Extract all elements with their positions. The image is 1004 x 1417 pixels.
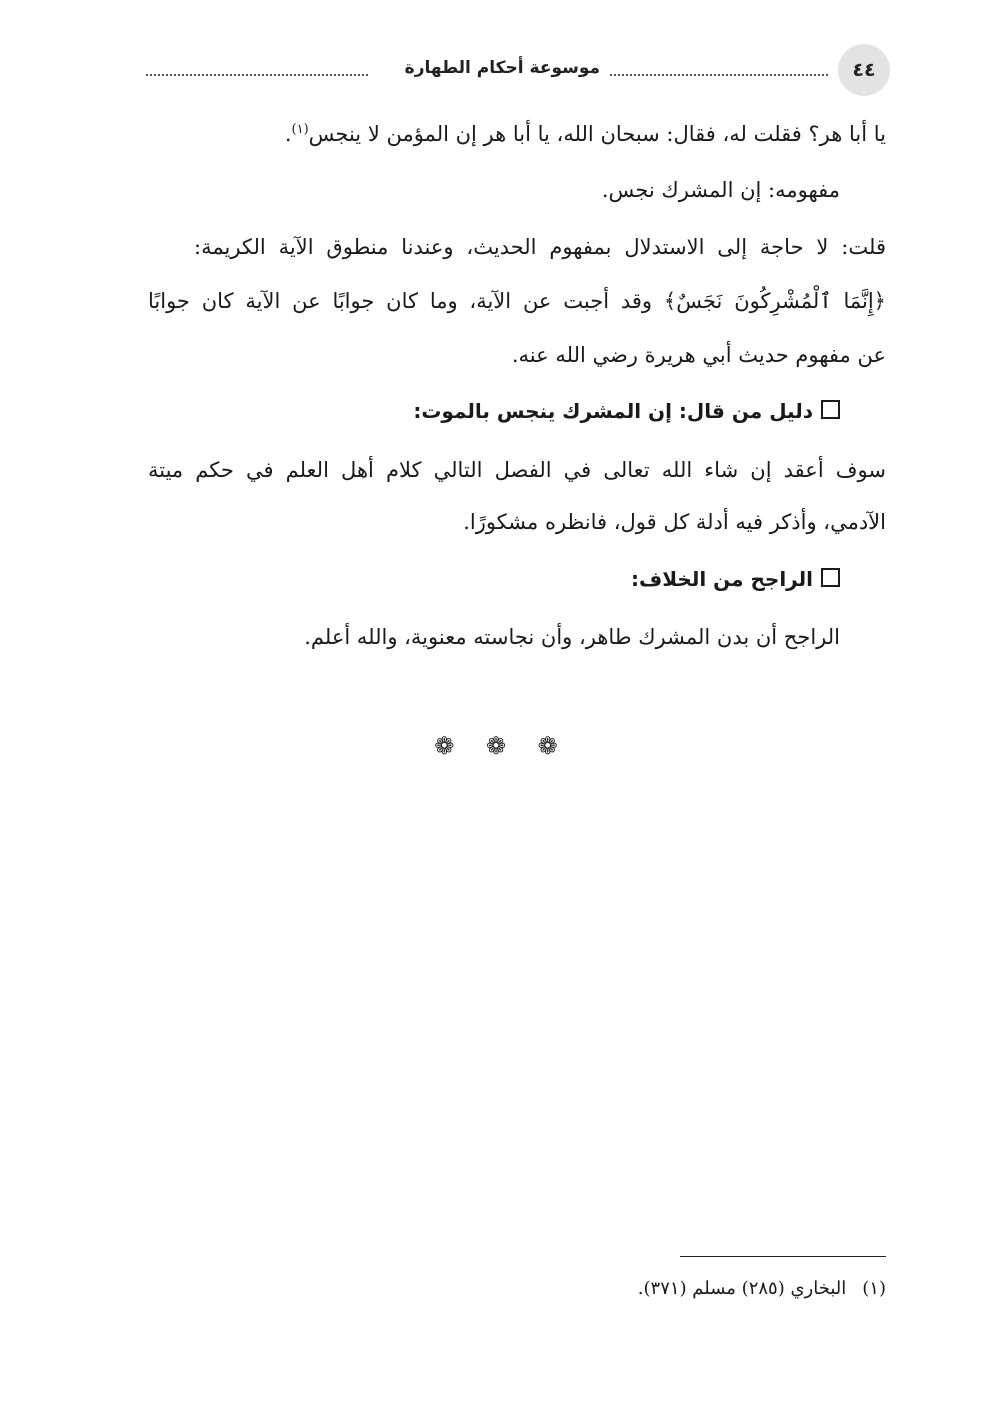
footnote bbox=[638, 1278, 886, 1299]
header-dotted-rule-left bbox=[146, 74, 368, 76]
page-number-badge: ٤٤ bbox=[838, 44, 890, 96]
footnote-number: (١) bbox=[862, 1278, 886, 1299]
section-end-ornaments: ❁ ❁ ❁ bbox=[434, 732, 570, 760]
line-1-end: . bbox=[284, 122, 292, 146]
paragraph-line-3: قلت: لا حاجة إلى الاستدلال بمفهوم الحديث، وعندنا منطوق الآية الكريمة: bbox=[194, 235, 886, 259]
book-title: موسوعة أحكام الطهارة bbox=[404, 58, 600, 78]
heading-2-text: الراجح من الخلاف: bbox=[631, 567, 813, 591]
footnote-separator bbox=[680, 1256, 886, 1257]
footnote-reference[interactable]: (١) bbox=[291, 122, 309, 137]
paragraph-line-8: الراجح أن بدن المشرك طاهر، وأن نجاسته معنوية، والله أعلم. bbox=[304, 625, 840, 649]
line-4-text: وقد أجبت عن الآية، وما كان جوابًا عن الآية كان جوابًا bbox=[148, 289, 653, 313]
heading-1-text: دليل من قال: إن المشرك ينجس بالموت: bbox=[413, 399, 813, 423]
checkbox-square-icon bbox=[821, 400, 840, 419]
paragraph-line-6: سوف أعقد إن شاء الله تعالى في الفصل التالي كلام أهل العلم في حكم ميتة bbox=[148, 458, 886, 482]
line-1-text: يا أبا هر؟ فقلت له، فقال: سبحان الله، يا أبا هر إن المؤمن لا ينجس bbox=[308, 122, 886, 146]
section-heading-2 bbox=[631, 562, 840, 596]
page-header bbox=[146, 44, 890, 96]
header-dotted-rule-right bbox=[610, 74, 828, 76]
checkbox-square-icon bbox=[821, 568, 840, 587]
paragraph-line-4 bbox=[148, 284, 886, 318]
quran-verse: ﴿إِنَّمَا ٱلْمُشْرِكُونَ نَجَسٌ﴾ bbox=[663, 289, 886, 313]
paragraph-line-2: مفهومه: إن المشرك نجس. bbox=[601, 178, 840, 202]
paragraph-line-7: الآدمي، وأذكر فيه أدلة كل قول، فانظره مشكورًا. bbox=[463, 510, 886, 534]
section-heading-1 bbox=[413, 394, 840, 428]
footnote-text: البخاري (٢٨٥) مسلم (٣٧١). bbox=[637, 1278, 847, 1299]
paragraph-line-1 bbox=[148, 113, 886, 151]
paragraph-line-5: عن مفهوم حديث أبي هريرة رضي الله عنه. bbox=[511, 343, 886, 367]
